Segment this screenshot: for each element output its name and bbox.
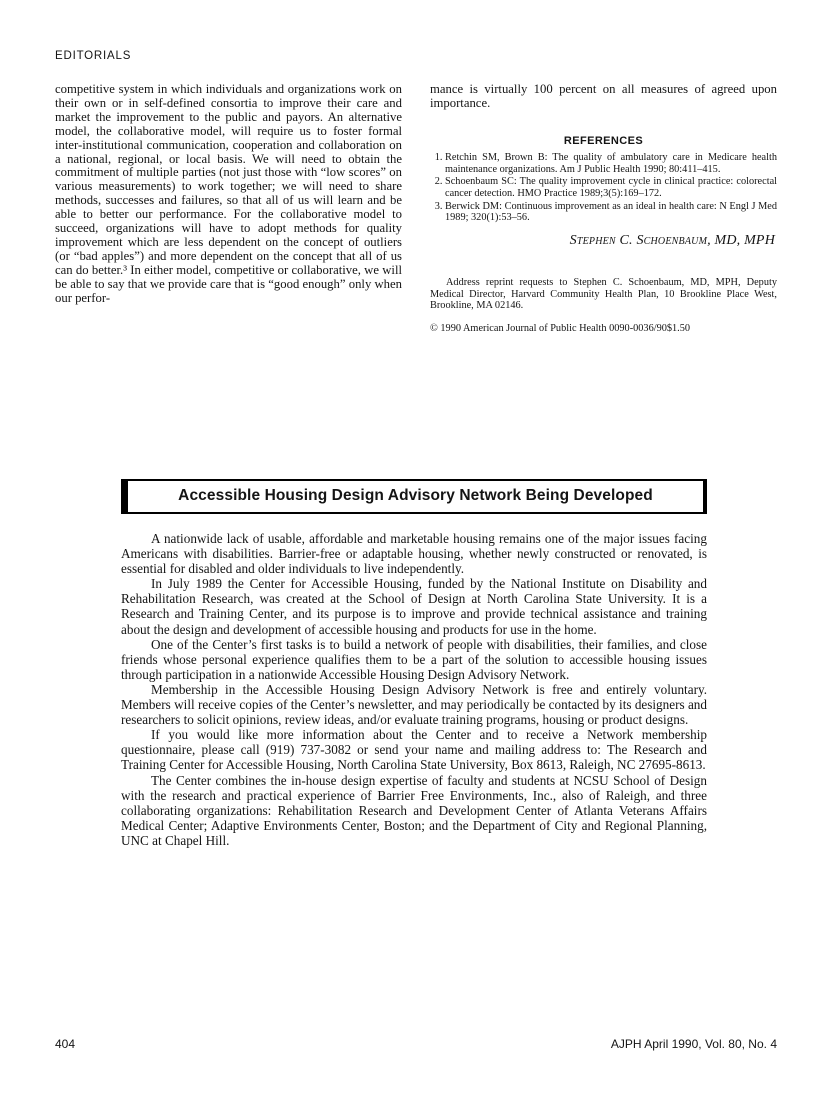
announcement-body [121, 531, 707, 848]
copyright-line: © 1990 American Journal of Public Health 0090-0036/90$1.50 [430, 323, 691, 335]
reference-item: 2. Schoenbaum SC: The quality improvement cycle in clinical practice: colorectal cancer detection. HMO Practice 1989;3(5):169–172. [445, 176, 777, 199]
announcement-paragraph: If you would like more information about the Center and to receive a Network membership questionnaire, please call (919) 737-3082 or send your name and mailing address to: The Research and Training Center for Accessible Housing, North Carolina State University, Box 8613, Raleigh, NC 27695-8613. [121, 727, 707, 773]
page-number: 404 [55, 1037, 76, 1051]
announcement-section [121, 479, 707, 848]
editorial-text-continuation: mance is virtually 100 percent on all measures of agreed upon importance. [430, 82, 777, 110]
announcement-paragraph: Membership in the Accessible Housing Design Advisory Network is free and entirely voluntary. Members will receive copies of the Center’s newsletter, and may periodically be contacted by its designers and researchers to solicit opinions, review ideas, and/or evaluate training programs, housing or product designs. [121, 681, 707, 728]
page-footer [55, 1037, 777, 1051]
announcement-paragraph: A nationwide lack of usable, affordable and marketable housing remains one of the major issues facing Americans with disabilities. Barrier-free or adaptable housing, whether newly constructed or renovated, is essential for disabled and older individuals to live independently. [121, 531, 707, 577]
editorial-text-left: competitive system in which individuals and organizations work on their own or in self-defined consortia to improve their care and market the improvement to the public and payors. An alternative model, the collaborative model, will require us to foster formal inter-institutional communication, cooperation and collaboration on a national, regional, or local basis. We will need to obtain the commitment of multiple parties (not just those with “low scores” on various measurements) to work together; we will need to share methods, successes and failures, so that all of us will learn and be able to better our performance. For the collaborative model to succeed, organizations will have to adopt methods for quality improvement which are less dependent on the concept of outliers (or “bad apples”) and more dependent on the concept that all of us can do better.³ In either model, competitive or collaborative, we will be able to say that we provide care that is “good enough” only when our perfor- [55, 82, 402, 305]
reference-item: 3. Berwick DM: Continuous improvement as an ideal in health care: N Engl J Med 1989; 320(1):53–56. [445, 201, 777, 224]
announcement-title: Accessible Housing Design Advisory Network Being Developed [178, 487, 653, 504]
editorial-right-column [430, 83, 777, 334]
announcement-title-box [121, 479, 707, 514]
references-list [430, 152, 777, 224]
announcement-paragraph: One of the Center’s first tasks is to build a network of people with disabilities, their families, and close friends whose personal experience qualifies them to be a part of the solution to accessible housing issues through participation in a nationwide Accessible Housing Design Advisory Network. [121, 636, 707, 682]
reference-item: 1. Retchin SM, Brown B: The quality of ambulatory care in Medicare health maintenance organizations. Am J Public Health 1990; 80:411–415. [445, 152, 777, 175]
announcement-paragraph: In July 1989 the Center for Accessible Housing, funded by the National Institute on Disability and Rehabilitation Research, was created at the School of Design at North Carolina State University. It is a Research and Training Center, and its purpose is to improve and provide technical assistance and training about the design and development of accessible housing and products for use in the home. [121, 576, 707, 637]
editorial-left-column [55, 83, 402, 334]
section-header: EDITORIALS [55, 50, 132, 62]
reprint-note: Address reprint requests to Stephen C. Schoenbaum, MD, MPH, Deputy Medical Director, Harvard Community Health Plan, 10 Brookline Place West, Brookline, MA 02146. [430, 277, 777, 312]
journal-citation: AJPH April 1990, Vol. 80, No. 4 [610, 1037, 777, 1051]
author-signature: Stephen C. Schoenbaum, MD, MPH [569, 233, 775, 249]
editorial-columns [55, 83, 777, 334]
references-heading: REFERENCES [563, 134, 644, 147]
announcement-paragraph: The Center combines the in-house design expertise of faculty and students at NCSU School of Design with the research and practical experience of Barrier Free Environments, Inc., also of Raleigh, and three collaborating organizations: Rehabilitation Research and Development Center of Atlanta Veterans Affairs Medical Center; Adaptive Environments Center, Boston; and the Department of City and Regional Planning, UNC at Chapel Hill. [121, 772, 707, 848]
